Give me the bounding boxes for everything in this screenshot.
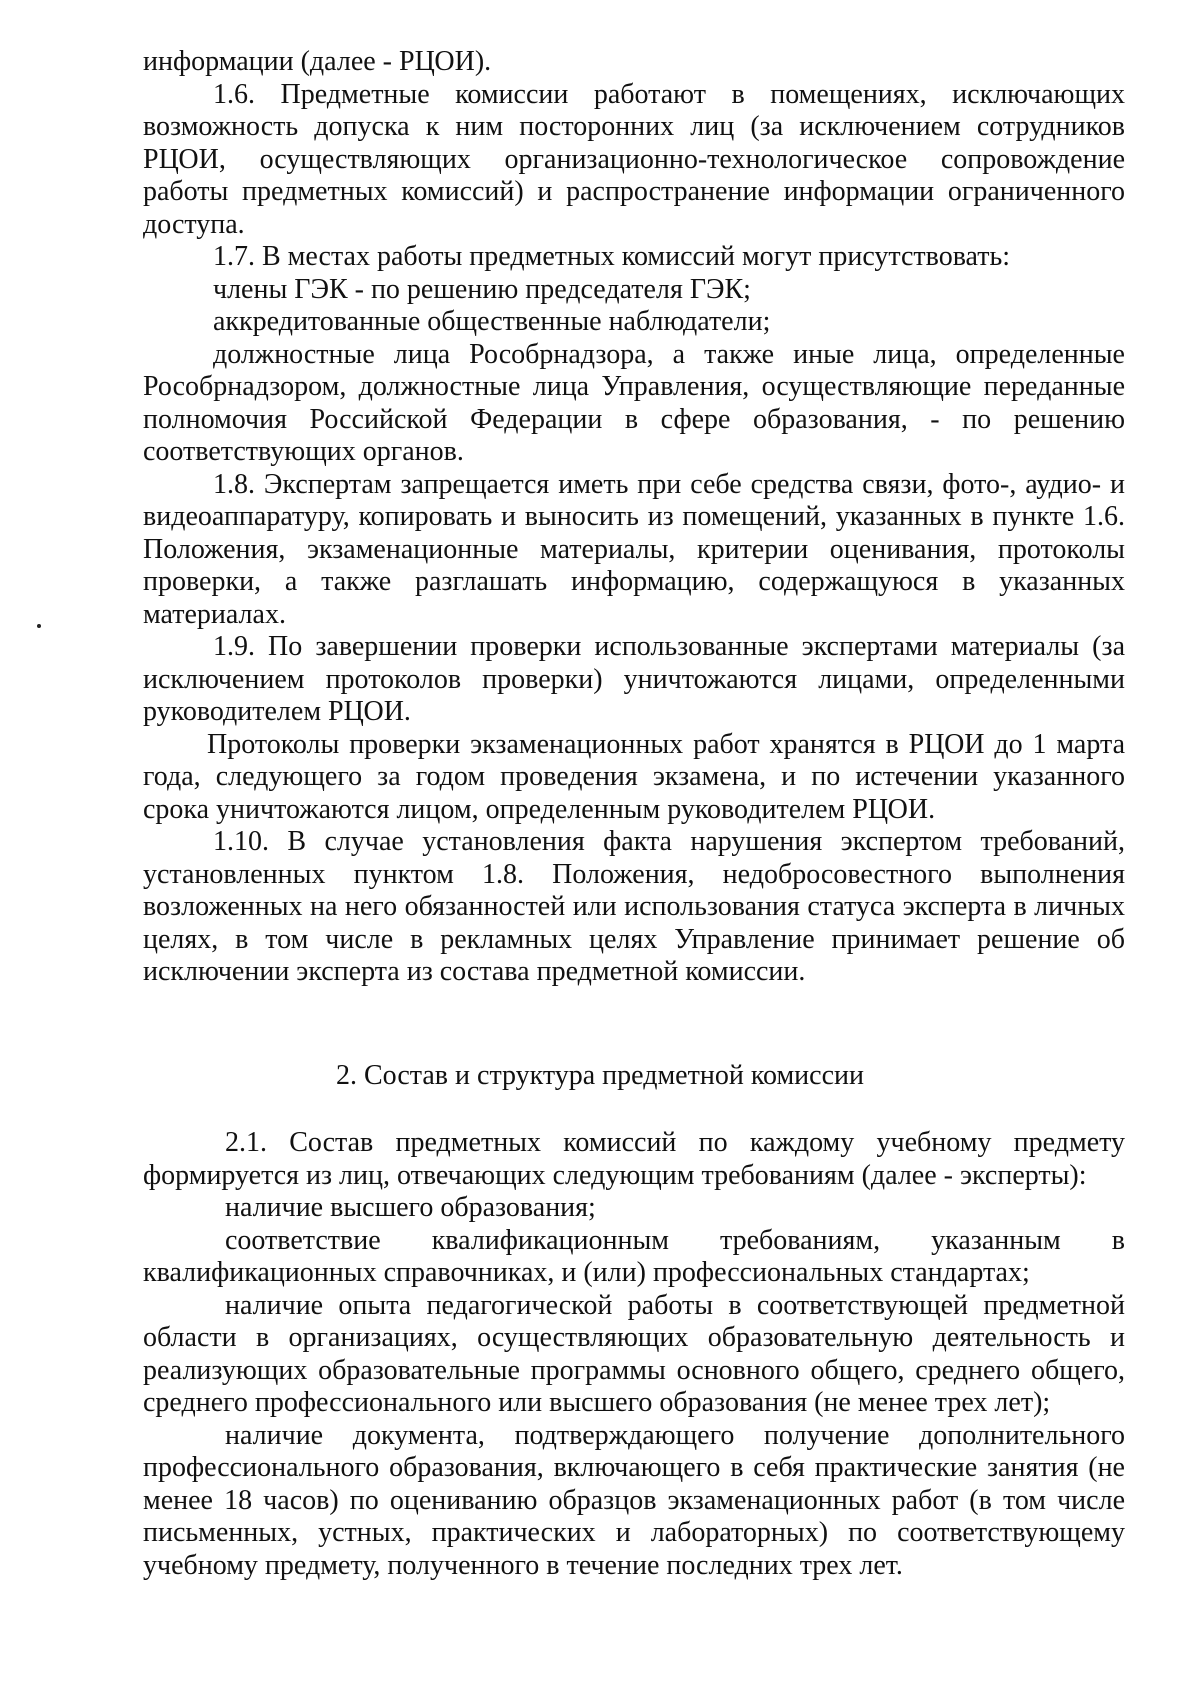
paragraph-1-10: 1.10. В случае установления факта нарушения экспертом требований, установленных пунктом 1.8. Положения, недобросовестного выполнения возложенных на него обязанностей или использования статуса эксперта в личных целях, в том числе в рекламных целях Управление принимает решение об исключении эксперта из состава предметной комиссии. (143, 826, 1125, 987)
paragraph-1-8: 1.8. Экспертам запрещается иметь при себе средства связи, фото-, аудио- и видеоаппаратуру, копировать и выносить из помещений, указанных в пункте 1.6. Положения, экзаменационные материалы, критерии оценивания, протоколы проверки, а также разглашать информацию, содержащуюся в указанных материалах. (143, 468, 1125, 630)
list-item: наличие высшего образования; (225, 1192, 596, 1223)
list-item: аккредитованные общественные наблюдатели; (213, 306, 771, 337)
list-item: наличие документа, подтверждающего получение дополнительного профессионального образования, включающего в себя практические занятия (не менее 18 часов) по оцениванию образцов экзаменационных работ (в том числе письменных, устных, практических и лабораторных) по соответствующему учебному предмету, полученного в течение последних трех лет. (143, 1419, 1125, 1581)
list-item: должностные лица Рособрнадзора, а также иные лица, определенные Рособрнадзором, должностные лица Управления, осуществляющие переданные полномочия Российской Федерации в сфере образования, - по решению соответствующих органов. (143, 338, 1125, 467)
list-item: соответствие квалификационным требованиям, указанным в квалификационных справочниках, и (или) профессиональных стандартах; (143, 1224, 1125, 1288)
section-2-heading: 2. Состав и структура предметной комиссии (336, 1060, 864, 1091)
section-1-body (143, 46, 1125, 989)
paragraph-1-7: 1.7. В местах работы предметных комиссий могут присутствовать: (213, 241, 1011, 272)
list-item: наличие опыта педагогической работы в соответствующей предметной области в организациях, осуществляющих образовательную деятельность и реализующих образовательные программы основного общего, среднего общего, среднего профессионального или высшего образования (не менее трех лет); (143, 1289, 1125, 1418)
list-item: члены ГЭК - по решению председателя ГЭК; (213, 273, 751, 305)
paragraph-1-6: 1.6. Предметные комиссии работают в помещениях, исключающих возможность допуска к ним посторонних лиц (за исключением сотрудников РЦОИ, осуществляющих организационно-технологическое сопровождение работы предметных комиссий) и распространение информации ограниченного доступа. (143, 78, 1125, 240)
paragraph: информации (далее - РЦОИ). (143, 46, 492, 77)
paragraph-2-1: 2.1. Состав предметных комиссий по каждому учебному предмету формируется из лиц, отвечающих следующим требованиям (далее - эксперты): (143, 1127, 1125, 1191)
section-2-body (143, 1127, 1125, 1582)
paragraph-1-9: 1.9. По завершении проверки использованные экспертами материалы (за исключением протоколов проверки) уничтожаются лицами, определенными руководителем РЦОИ. (143, 631, 1125, 727)
paragraph: Протоколы проверки экзаменационных работ хранятся в РЦОИ до 1 марта года, следующего за годом проведения экзамена, и по истечении указанного срока уничтожаются лицом, определенным руководителем РЦОИ. (143, 728, 1125, 825)
scan-speck (37, 624, 41, 628)
